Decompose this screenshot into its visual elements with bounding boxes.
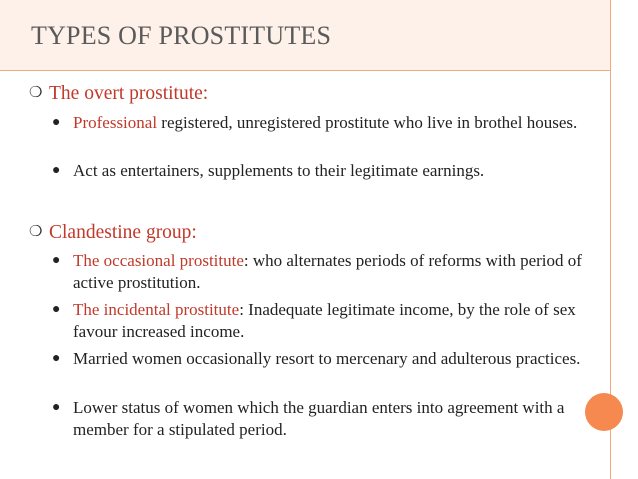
filled-bullet-icon: ●: [52, 115, 61, 130]
title-divider: [0, 70, 610, 71]
item-highlight: Professional: [73, 113, 158, 132]
list-item: [52, 112, 592, 134]
list-item: [52, 160, 592, 182]
slide-title: TYPES OF PROSTITUTES: [31, 21, 332, 50]
item-text: : who alternates periods of reforms with period of active prostitution.: [73, 251, 582, 292]
item-text: : Inadequate legitimate income, by the role of sex favour increased income.: [73, 300, 576, 341]
filled-bullet-icon: ●: [52, 163, 61, 178]
item-text: registered, unregistered prostitute who live in brothel houses.: [157, 113, 578, 132]
hollow-bullet-icon: ❍: [29, 224, 43, 240]
list-item: [52, 299, 592, 342]
item-highlight: The incidental prostitute: [73, 300, 240, 319]
list-item: [52, 348, 592, 370]
filled-bullet-icon: ●: [52, 302, 61, 317]
filled-bullet-icon: ●: [52, 351, 61, 366]
section-heading: ❍ The overt prostitute:: [29, 83, 209, 104]
filled-bullet-icon: ●: [52, 400, 61, 415]
filled-bullet-icon: ●: [52, 253, 61, 268]
item-highlight: The occasional prostitute: [73, 251, 244, 270]
item-text: Act as entertainers, supplements to their legitimate earnings.: [73, 161, 485, 180]
item-text: Lower status of women which the guardian enters into agreement with a member for a stipulated period.: [73, 398, 565, 439]
item-text: Married women occasionally resort to mercenary and adulterous practices.: [73, 349, 581, 368]
hollow-bullet-icon: ❍: [29, 85, 43, 101]
section-heading: ❍ Clandestine group:: [29, 222, 197, 243]
list-item: [52, 250, 592, 293]
list-item: [52, 397, 592, 440]
